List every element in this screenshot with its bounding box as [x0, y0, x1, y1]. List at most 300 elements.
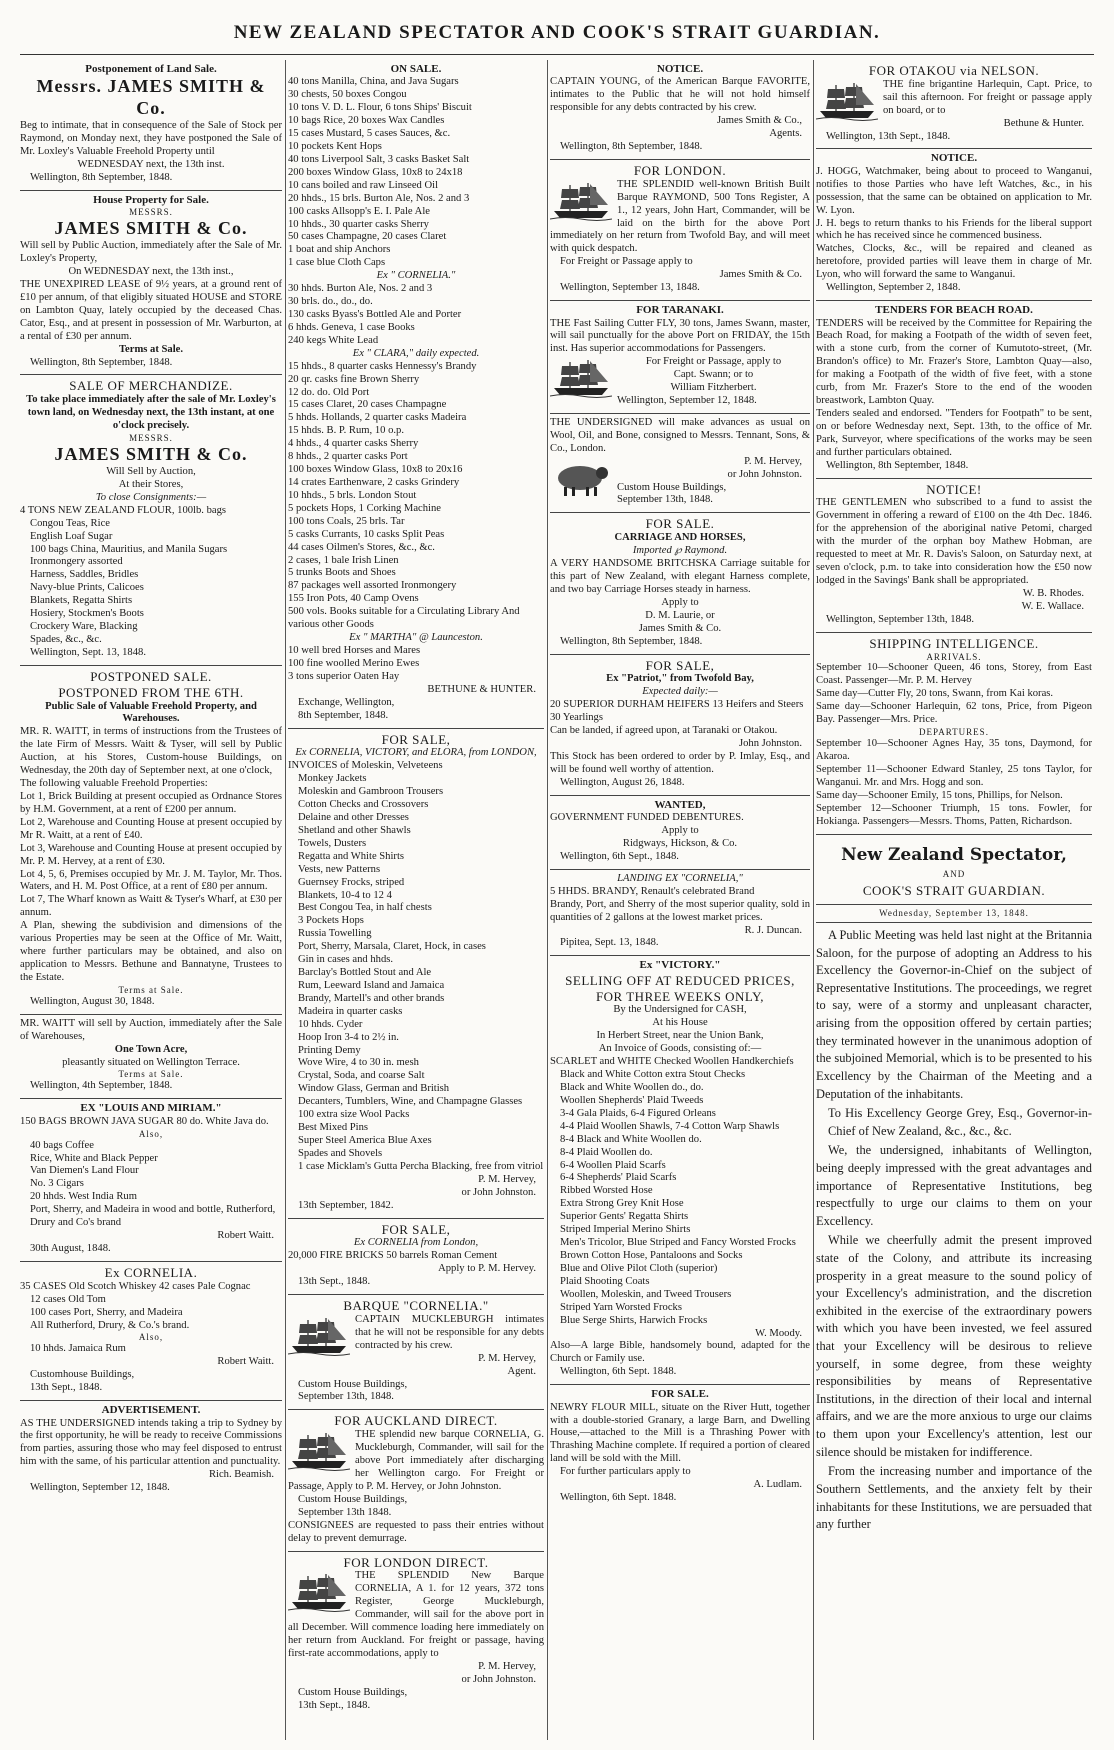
- advertisement-text: 100 bags China, Mauritius, and Manila Sugars: [30, 543, 228, 555]
- advertisement-text: Guernsey Frocks, striped: [298, 876, 405, 888]
- advertisement-text: 10 well bred Horses and Mares: [288, 644, 421, 656]
- advertisement-text: Harness, Saddles, Bridles: [30, 569, 139, 581]
- newspaper-masthead: NEW ZEALAND SPECTATOR AND COOK'S STRAIT GUARDIAN.: [233, 22, 881, 43]
- advertisement-text: 87 packages well assorted Ironmongery: [288, 580, 457, 592]
- sailing-ship-icon: [288, 1316, 350, 1356]
- advertisement-text: 10 hhds., 30 quarter casks Sherry: [288, 218, 429, 230]
- editorial-paragraph: To His Excellency George Grey, Esq., Governor-in-Chief of New Zealand, &c., &c., &c.: [828, 1106, 1092, 1138]
- advertisement-text: Also—A large Bible, handsomely bound, adapted for the Church or Family use.: [550, 1340, 810, 1365]
- advertisement-text: THE UNDERSIGNED will make advances as usual on Wool, Oil, and Bone, consigned to Messrs. Tennant, Sons, & Co., London.: [550, 416, 810, 454]
- advertisement-text: 10 cans boiled and raw Linseed Oil: [288, 179, 439, 191]
- advertisement: [20, 1015, 282, 1100]
- advertisement-text: 8-4 Black and White Woollen do.: [560, 1133, 702, 1145]
- advertisement-text: September 11—Schooner Edward Stanley, 25 tons Taylor, for Wanganui. Mr. and Mrs. Hogg and son.: [816, 763, 1092, 788]
- advertisement-text: Ex CORNELIA from London,: [353, 1237, 479, 1249]
- advertisement-text: BETHUNE & HUNTER.: [427, 683, 536, 695]
- sailing-ship-icon: [288, 1431, 350, 1471]
- advertisement-text: Custom House Buildings,: [298, 1378, 408, 1390]
- advertisement-text: W. E. Wallace.: [1021, 600, 1084, 612]
- advertisement-text: Navy-blue Prints, Calicoes: [30, 582, 144, 594]
- advertisement-text: Woollen, Moleskin, and Tweed Trousers: [560, 1288, 732, 1300]
- advertisement-text: CAPTAIN MUCKLEBURGH intimates that he will not be responsible for any debts contracted by his crew.: [355, 1313, 544, 1351]
- advertisement-text: LANDING EX "CORNELIA,": [617, 872, 743, 884]
- advertisement-text: 10 hhds. Cyder: [298, 1018, 363, 1030]
- advertisement-text: Window Glass, German and British: [298, 1083, 450, 1095]
- advertisement-text: Russia Towelling: [298, 928, 372, 940]
- advertisement: [20, 60, 282, 191]
- advertisement-text: MESSRS.: [129, 207, 173, 218]
- advertisement-text: or John Johnston.: [461, 1673, 536, 1685]
- advertisement-text: Same day—Schooner Harlequin, 62 tons, Price, from Pigeon Bay. Passenger—Mrs. Price.: [816, 701, 1092, 726]
- advertisement: [550, 301, 810, 414]
- editorial-and: AND: [942, 869, 966, 880]
- advertisement-text: Congou Teas, Rice: [30, 517, 110, 529]
- advertisement-text: Robert Waitt.: [217, 1356, 274, 1368]
- advertisement-text: 1 case blue Cloth Caps: [288, 257, 386, 269]
- advertisement-text: Wellington, September 13, 1848.: [560, 282, 700, 294]
- advertisement-text: Wellington, 8th September, 1848.: [30, 356, 173, 368]
- advertisement-text: Messrs. JAMES SMITH & Co.: [36, 76, 266, 119]
- advertisement-text: pleasantly situated on Wellington Terrace.: [62, 1056, 240, 1068]
- advertisement-text: 5 HHDS. BRANDY, Renault's celebrated Brand: [550, 885, 755, 897]
- advertisement-text: AS THE UNDERSIGNED intends taking a trip to Sydney by the first opportunity, he will be ready to receive Commissions from parties, assuring those who may feel disposed to entrust him with the same, of his particular attention and punctuality.: [20, 1417, 282, 1468]
- advertisement-text: Expected daily:—: [642, 686, 718, 698]
- advertisement-text: D. M. Laurie, or: [645, 609, 715, 621]
- advertisement: [288, 1410, 544, 1551]
- advertisement-text: Best Congou Tea, in half chests: [298, 902, 432, 914]
- advertisement-text: At their Stores,: [118, 478, 184, 490]
- masthead-rule: [20, 54, 1094, 55]
- advertisement-text: Beg to intimate, that in consequence of the Sale of Stock per Raymond, on Monday next, they have postponed the Sale of Mr. Loxley's Valuable Freehold Property until: [20, 120, 282, 158]
- advertisement-text: Wellington, 8th September, 1848.: [30, 172, 173, 183]
- advertisement-text: September 13th 1848.: [298, 1506, 392, 1518]
- advertisement-text: Lot 4, 5, 6, Premises occupied by Mr. J. M. Taylor, Mr. Thos. Waters, and H. M. Post Office, at a rent of £80 per annum.: [20, 868, 282, 893]
- advertisement-text: 3-4 Gala Plaids, 6-4 Figured Orleans: [560, 1107, 716, 1119]
- advertisement-text: 30 brls. do., do., do.: [288, 296, 373, 308]
- advertisement-text: SALE OF MERCHANDIZE.: [69, 378, 233, 394]
- advertisement-text: Wellington, September 2, 1848.: [826, 282, 961, 294]
- advertisement-text: J. HOGG, Watchmaker, being about to proceed to Wanganui, notifies to those Parties who have left Watches, &c., in his possession, that the same can be obtained on application to Mr. W. Lyon.: [816, 165, 1092, 216]
- advertisement-text: For Freight or Passage apply to: [560, 256, 693, 268]
- column-4: [816, 60, 1092, 1740]
- advertisement-text: 6-4 Woollen Plaid Scarfs: [560, 1159, 666, 1171]
- advertisement-text: 13th Sept., 1848.: [30, 1382, 103, 1394]
- advertisement-text: TENDERS will be received by the Committee for Repairing the Beach Road, for making a Footpath of the width of seven feet, with a stone curb, from the corner of Kumutoto-street, (Mr. Brandon's office) to Mr. Frazer's Store, Lambton Quay—also, for making a Footpath of the width of five feet, with a stone curb, from Mr. Frazer's Store to the end of the wooden breastwork, Lambton Quay.: [816, 317, 1092, 407]
- advertisement-text: Imported ℘ Raymond.: [632, 545, 728, 557]
- advertisement-heading: ADVERTISEMENT.: [101, 1404, 201, 1417]
- advertisement-text: 500 vols. Books suitable for a Circulating Library And various other Goods: [288, 606, 520, 631]
- advertisement-text: Bethune & Hunter.: [1003, 117, 1084, 129]
- advertisement-heading: Postponement of Land Sale.: [85, 63, 217, 75]
- advertisement-text: Madeira in quarter casks: [298, 1005, 403, 1017]
- advertisement-text: Same day—Cutter Fly, 20 tons, Swann, from Kai koras.: [816, 688, 1054, 700]
- advertisement-text: Custom House Buildings,: [298, 1493, 408, 1505]
- advertisement-text: 20,000 FIRE BRICKS 50 barrels Roman Cement: [288, 1250, 498, 1262]
- column-1: [20, 60, 282, 1740]
- advertisement: [550, 414, 810, 513]
- advertisement-text: 10 bags Rice, 20 boxes Wax Candles: [288, 115, 445, 127]
- advertisement-text: W. Moody.: [755, 1327, 802, 1339]
- advertisement-text: Capt. Swann; or to: [673, 369, 754, 381]
- advertisement-heading: House Property for Sale.: [93, 193, 209, 206]
- advertisement-text: 20 hhds., 15 brls. Burton Ale, Nos. 2 and 3: [288, 192, 470, 204]
- advertisement-text: THE SPLENDID New Barque CORNELIA, A 1. for 12 years, 372 tons Register, George Muckleburgh, Commander, will sail for the above port in all December. Will commence loading here immediately on her return from Auckland. For freight or passage, having first-rate accommodations, apply to: [288, 1570, 544, 1659]
- advertisement-text: 10 hhds., 5 brls. London Stout: [288, 489, 417, 501]
- advertisement-text: Wellington, 13th Sept., 1848.: [826, 130, 951, 142]
- advertisement-text: Terms at Sale.: [118, 343, 184, 355]
- advertisement-text: POSTPONED SALE.: [90, 668, 212, 684]
- advertisement-heading: EX "LOUIS AND MIRIAM.": [80, 1102, 222, 1115]
- advertisement-text: Wellington, Sept. 13, 1848.: [30, 646, 146, 658]
- advertisement-text: 100 casks Allsopp's E. I. Pale Ale: [288, 205, 430, 217]
- advertisement-text: Wove Wire, 4 to 30 in. mesh: [298, 1057, 419, 1069]
- advertisement-text: 240 kegs White Lead: [288, 334, 379, 346]
- column-divider: [285, 60, 286, 1740]
- advertisement-text: NOTICE!: [926, 481, 982, 497]
- advertisement-text: Wellington, August 30, 1848.: [30, 995, 155, 1007]
- advertisement-text: For further particulars apply to: [560, 1466, 691, 1478]
- advertisement-text: 5 hhds. Hollands, 2 quarter casks Madeira: [288, 412, 467, 424]
- advertisement-text: Lot 3, Warehouse and Counting House at present occupied by Mr. P. M. Hervey, at a rent of £30.: [20, 842, 282, 867]
- advertisement-text: 13th September, 1842.: [298, 1199, 394, 1211]
- advertisement-text: Brandy, Port, and Sherry of the most superior quality, sold in quantities of 2 gallons at the lowest market prices.: [550, 898, 810, 923]
- advertisement-heading: ON SALE.: [390, 63, 442, 75]
- editorial-paper-title: New Zealand Spectator,: [841, 844, 1067, 865]
- advertisement-text: Superior Gents' Regatta Shirts: [560, 1211, 689, 1223]
- advertisement-text: ARRIVALS.: [926, 651, 982, 662]
- advertisement-text: Ironmongery assorted: [30, 556, 123, 568]
- advertisement-text: Apply to: [661, 825, 699, 837]
- advertisement-text: Tenders sealed and endorsed. "Tenders for Footpath" to be sent, on or before Wednesday next, Sept. 13th, to the office of Mr. Park, Surveyor, where specifications of the works may be seen and further particulars obtained.: [816, 407, 1092, 458]
- advertisement-text: Wellington, September 12, 1848.: [617, 395, 757, 407]
- advertisement-text: 5 trunks Boots and Shoes: [288, 567, 396, 579]
- advertisement-text: Blankets, 10-4 to 12 4: [298, 889, 392, 901]
- advertisement-text: 5 casks Currants, 10 casks Split Peas: [288, 528, 445, 540]
- advertisement-text: 15 hhds., 8 quarter casks Hennessy's Brandy: [288, 360, 477, 372]
- advertisement-text: By the Undersigned for CASH,: [613, 1004, 747, 1016]
- advertisement-text: 40 tons Liverpool Salt, 3 casks Basket Salt: [288, 153, 470, 165]
- advertisement: [816, 479, 1092, 633]
- advertisement-text: Crockery Ware, Blacking: [30, 621, 138, 633]
- advertisement-text: INVOICES of Moleskin, Velveteens: [288, 760, 443, 772]
- advertisement-text: Custom House Buildings,: [298, 1686, 408, 1698]
- sailing-ship-icon: [550, 181, 612, 221]
- advertisement-text: Port, Sherry, and Madeira in wood and bottle, Rutherford, Drury and Co's brand: [30, 1204, 276, 1229]
- advertisement-text: 6 hhds. Geneva, 1 case Books: [288, 321, 415, 333]
- advertisement-text: Barclay's Bottled Stout and Ale: [298, 967, 432, 979]
- advertisement: [816, 60, 1092, 149]
- advertisement-text: Exchange, Wellington,: [298, 696, 395, 708]
- advertisement-text: Port, Sherry, Marsala, Claret, Hock, in cases: [298, 941, 486, 953]
- advertisement: [20, 1401, 282, 1500]
- advertisement-text: To take place immediately after the sale of Mr. Loxley's town land, on Wednesday next, the 13th instant, at one o'clock precisely.: [26, 394, 276, 432]
- advertisement-text: Extra Strong Grey Knit Hose: [560, 1198, 684, 1210]
- advertisement-text: Agent.: [507, 1365, 536, 1377]
- advertisement-text: Wellington, September 12, 1848.: [30, 1482, 170, 1494]
- advertisement-text: GOVERNMENT FUNDED DEBENTURES.: [550, 812, 744, 824]
- advertisement-text: 15 cases Mustard, 5 cases Sauces, &c.: [288, 128, 451, 140]
- advertisement-text: SELLING OFF AT REDUCED PRICES, FOR THREE WEEKS ONLY,: [565, 972, 795, 1004]
- advertisement-text: James Smith & Co.: [719, 269, 802, 281]
- advertisement-text: 35 CASES Old Scotch Whiskey 42 cases Pale Cognac: [20, 1280, 251, 1292]
- advertisement: [288, 729, 544, 1219]
- editorial-subtitle: COOK'S STRAIT GUARDIAN.: [862, 883, 1046, 899]
- advertisement-text: September 12—Schooner Triumph, 15 tons. Fowler, for Hokianga. Passengers—Messrs. Thoms, Patten, Richardson.: [816, 802, 1092, 827]
- advertisement-text: No. 3 Cigars: [30, 1178, 84, 1190]
- advertisement-text: MR. WAITT will sell by Auction, immediately after the Sale of Warehouses,: [20, 1017, 282, 1042]
- advertisement-text: 10 tons V. D. L. Flour, 6 tons Ships' Biscuit: [288, 102, 472, 114]
- advertisement-text: Cotton Checks and Crossovers: [298, 799, 429, 811]
- advertisement-text: 14 crates Earthenware, 2 casks Grindery: [288, 476, 460, 488]
- advertisement-heading: NOTICE.: [656, 63, 704, 75]
- column-2: [288, 60, 544, 1740]
- advertisement-heading: Ex "VICTORY.": [639, 959, 721, 972]
- advertisement-text: CAPTAIN YOUNG, of the American Barque FAVORITE, intimates to the Public that he will not hold himself responsible for any debts contracted by his crew.: [550, 76, 810, 114]
- advertisement-text: 155 Iron Pots, 40 Camp Ovens: [288, 593, 419, 605]
- advertisement-text: Lot 2, Warehouse and Counting House at present occupied by Mr R. Waitt, at a rent of £40.: [20, 816, 282, 841]
- advertisement-text: Decanters, Tumblers, Wine, and Champagne Glasses: [298, 1096, 523, 1108]
- advertisement-text: Spades, &c., &c.: [30, 634, 102, 645]
- advertisement-text: Best Mixed Pins: [298, 1122, 369, 1134]
- advertisement-text: September 10—Schooner Queen, 46 tons, Storey, from East Coast. Passenger—Mr. P. M. Hervey: [816, 662, 1092, 687]
- advertisement-text: Brown Cotton Hose, Pantaloons and Socks: [560, 1249, 743, 1261]
- advertisement-text: Will Sell by Auction,: [106, 466, 196, 478]
- advertisement-text: In Herbert Street, near the Union Bank,: [596, 1030, 764, 1042]
- advertisement-text: MR. R. WAITT, in terms of instructions from the Trustees of the late Firm of Messrs. Waitt & Tyser, will sell by Public Auction, at his Stores, Custom-house Buildings, on Wednesday, the 20th day of September next, at one o'clock,: [20, 726, 282, 777]
- advertisement-text: Blankets, Regatta Shirts: [30, 595, 133, 607]
- advertisement-text: Wellington, 6th Sept., 1848.: [560, 850, 679, 862]
- advertisement-text: Rum, Leeward Island and Jamaica: [298, 979, 445, 991]
- advertisement-text: FOR AUCKLAND DIRECT.: [334, 1413, 498, 1429]
- advertisement-text: 130 casks Byass's Bottled Ale and Porter: [288, 309, 462, 320]
- advertisement-text: Hoop Iron 3-4 to 2½ in.: [298, 1031, 399, 1043]
- ram-icon: [550, 458, 612, 498]
- advertisement-text: 100 boxes Window Glass, 10x8 to 20x16: [288, 464, 463, 476]
- advertisement-text: Agents.: [769, 128, 802, 140]
- advertisement-text: Ribbed Worsted Hose: [560, 1185, 653, 1197]
- advertisement-text: FOR SALE.: [645, 516, 715, 532]
- advertisement-text: Wellington, 8th September, 1848.: [560, 141, 703, 153]
- advertisement-heading: FOR TARANAKI.: [636, 304, 724, 317]
- advertisement-heading: TENDERS FOR BEACH ROAD.: [875, 304, 1033, 317]
- advertisement-text: P. M. Hervey,: [478, 1173, 536, 1185]
- advertisement-text: Pipitea, Sept. 13, 1848.: [560, 937, 659, 949]
- advertisement-text: Crystal, Soda, and coarse Salt: [298, 1070, 425, 1082]
- advertisement-text: 20 hhds. West India Rum: [30, 1191, 137, 1203]
- advertisement: [288, 1552, 544, 1718]
- advertisement-text: September 13th, 1848.: [298, 1391, 394, 1403]
- advertisement-text: 12 do. do. Old Port: [288, 386, 370, 398]
- advertisement-text: FOR LONDON.: [633, 162, 727, 178]
- advertisement-text: DEPARTURES.: [919, 727, 989, 738]
- advertisement-text: September 10—Schooner Agnes Hay, 35 tons, Daymond, for Akaroa.: [816, 738, 1092, 762]
- advertisement-text: 40 tons Manilla, China, and Java Sugars: [288, 76, 459, 88]
- advertisement-text: P. M. Hervey,: [744, 455, 802, 467]
- advertisement-text: R. J. Duncan.: [744, 924, 802, 936]
- advertisement-text: For Freight or Passage, apply to: [645, 356, 782, 368]
- advertisement-text: JAMES SMITH & Co.: [54, 218, 248, 239]
- advertisement-text: Woollen Shepherds' Plaid Tweeds: [560, 1094, 704, 1106]
- advertisement-text: Black and White Cotton extra Stout Checks: [560, 1069, 746, 1081]
- advertisement-text: FOR SALE,: [645, 657, 715, 673]
- advertisement-text: 1 case Micklam's Gutta Percha Blacking, free from vitriol: [298, 1160, 544, 1172]
- advertisement-text: Gin in cases and hhds.: [298, 954, 394, 966]
- advertisement-text: FOR SALE,: [381, 731, 451, 747]
- sailing-ship-icon: [550, 358, 612, 398]
- advertisement-text: Ex CORNELIA.: [104, 1264, 198, 1280]
- column-3: [550, 60, 810, 1740]
- advertisement-text: Rich. Beamish.: [208, 1469, 274, 1481]
- advertisement-text: Striped Yarn Worsted Frocks: [560, 1301, 682, 1313]
- advertisement-text: 8 hhds., 2 quarter casks Port: [288, 451, 408, 463]
- advertisement-text: P. M. Hervey,: [478, 1352, 536, 1364]
- advertisement-text: Terms at Sale.: [118, 984, 184, 995]
- advertisement-text: Rice, White and Black Pepper: [30, 1152, 158, 1164]
- advertisement-text: 15 hhds. B. P. Rum, 10 o.p.: [288, 425, 404, 437]
- advertisement-text: 44 cases Oilmen's Stores, &c., &c.: [288, 541, 435, 553]
- advertisement: [550, 1385, 810, 1510]
- advertisement: [20, 375, 282, 665]
- advertisement-text: Wellington, 6th Sept. 1848.: [560, 1492, 677, 1504]
- advertisement-text: A VERY HANDSOME BRITCHSKA Carriage suitable for this part of New Zealand, with elegant Harness complete, and two bay Carriage Horses steady in harness.: [550, 558, 810, 595]
- advertisement-text: Monkey Jackets: [298, 773, 367, 785]
- column-divider: [547, 60, 548, 1740]
- advertisement-text: This Stock has been ordered to order by P. Imlay, Esq., and will be found well worthy of attention.: [550, 750, 810, 775]
- advertisement-text: CARRIAGE AND HORSES,: [614, 532, 746, 544]
- advertisement-text: Lot 7, The Wharf known as Waitt & Tyser's Wharf, at £30 per annum.: [20, 894, 282, 919]
- advertisement-text: 50 cases Champagne, 20 cases Claret: [288, 231, 447, 243]
- advertisement-text: Watches, Clocks, &c., will be repaired and cleaned as heretofore, provided parties will leave them in charge of Mr. Lyon, who will forward the same to Wanganui.: [816, 243, 1092, 281]
- advertisement-text: or John Johnston.: [727, 468, 802, 480]
- advertisement-text: 15 cases Claret, 20 cases Champagne: [288, 399, 447, 411]
- advertisement-text: Van Diemen's Land Flour: [30, 1165, 139, 1177]
- advertisement-text: FOR OTAKOU via NELSON.: [868, 63, 1040, 78]
- advertisement: [550, 60, 810, 160]
- advertisement: [20, 1099, 282, 1262]
- advertisement-text: Striped Imperial Merino Shirts: [560, 1224, 691, 1236]
- advertisement-text: James Smith & Co.: [638, 622, 722, 634]
- advertisement-text: JAMES SMITH & Co.: [54, 444, 248, 465]
- advertisement-text: 100 fine woolled Merino Ewes: [288, 657, 420, 669]
- advertisement-text: Delaine and other Dresses: [298, 811, 409, 823]
- advertisement-text: The following valuable Freehold Properties:: [20, 778, 208, 790]
- advertisement-text: THE UNEXPIRED LEASE of 9½ years, at a ground rent of £10 per annum, of that eligibly situated HOUSE and STORE on Lambton Quay, lately occupied by the deceased Chas. Cator, Esq., and at present in possession of Mr. Warburton, at a rental of £30 per annum.: [20, 279, 282, 342]
- advertisement-text: 13th Sept., 1848.: [298, 1276, 371, 1288]
- advertisement-text: 150 BAGS BROWN JAVA SUGAR 80 do. White Java do.: [20, 1115, 269, 1127]
- advertisement-text: 8th September, 1848.: [298, 709, 389, 721]
- editorial-section: [816, 834, 1092, 1534]
- advertisement-text: Brandy, Martell's and other brands: [298, 992, 445, 1004]
- advertisement-text: Shetland and other Shawls: [298, 824, 411, 836]
- advertisement-text: Wellington, 8th September, 1848.: [826, 459, 969, 471]
- advertisement-text: MESSRS.: [129, 433, 173, 444]
- advertisement-text: To close Consignments:—: [95, 491, 207, 503]
- column-divider: [813, 60, 814, 1740]
- advertisement-text: All Rutherford, Drury, & Co.'s brand.: [30, 1319, 190, 1331]
- advertisement-text: THE fine brigantine Harlequin, Capt. Price, to sail this afternoon. For freight or passage apply on board, or to: [883, 78, 1092, 116]
- advertisement-text: A Plan, shewing the subdivision and dimensions of the various Properties may be seen at the Office of Mr. Waitt, where further particulars may be obtained, and also on application to Messrs. Bethune and Bannatyne, Trustees to the Estate.: [20, 920, 282, 983]
- advertisement-text: or John Johnston.: [461, 1186, 536, 1198]
- advertisement-text: Hosiery, Stockmen's Boots: [30, 608, 144, 620]
- advertisement-text: Black and White Woollen do., do.: [560, 1082, 704, 1093]
- advertisement-text: 100 tons Coals, 25 brls. Tar: [288, 515, 405, 527]
- advertisement-text: BARQUE "CORNELIA.": [343, 1298, 489, 1314]
- advertisement-text: 4 hhds., 4 quarter casks Sherry: [288, 438, 419, 450]
- advertisement-text: On WEDNESDAY next, the 13th inst.,: [68, 266, 234, 278]
- advertisement-text: 6-4 Shepherds' Plaid Scarfs: [560, 1172, 677, 1184]
- advertisement-text: 200 boxes Window Glass, 10x8 to 24x18: [288, 166, 463, 178]
- advertisement-text: Printing Demy: [298, 1044, 361, 1056]
- advertisement: [816, 149, 1092, 301]
- advertisement-text: 30 chests, 50 boxes Congou: [288, 89, 407, 101]
- advertisement-text: J. H. begs to return thanks to his Friends for the liberal support which he has received since he commenced business.: [816, 217, 1092, 242]
- advertisement-text: Ex " MARTHA" @ Launceston.: [349, 632, 483, 644]
- advertisement-text: 100 cases Port, Sherry, and Madeira: [30, 1306, 183, 1318]
- advertisement-text: Ridgways, Hickson, & Co.: [622, 837, 738, 849]
- advertisement-text: 100 extra size Wool Packs: [298, 1109, 410, 1121]
- advertisement: [288, 1219, 544, 1296]
- advertisement-text: Spades and Shovels: [298, 1147, 383, 1159]
- advertisement-text: James Smith & Co.,: [716, 115, 802, 127]
- advertisement-text: A. Ludlam.: [753, 1479, 802, 1491]
- advertisement-text: Robert Waitt.: [217, 1230, 274, 1242]
- editorial-paragraph: A Public Meeting was held last night at the Britannia Saloon, for the purpose of adopting an Address to his Excellency the Governor-in-Chief on the subject of Representative Institutions. The proceedings, we regret to say, were of a stormy and unpleasant character, arising from the opposition offered by certain parties; they terminated however in the unanimous adoption of the subjoined Memorial, which is to be presented to his Excellency by the Chairman of the Meeting and a Deputation of the inhabitants.: [816, 928, 1092, 1101]
- advertisement-text: William Fitzherbert.: [670, 382, 757, 394]
- advertisement-text: An Invoice of Goods, consisting of:—: [598, 1043, 762, 1055]
- advertisement-text: Will sell by Public Auction, immediately after the Sale of Mr. Loxley's Property,: [20, 240, 282, 265]
- advertisement-text: THE GENTLEMEN who subscribed to a fund to assist the Government in offering a reward of £100 on the 4th Dec. 1846. for the apprehension of the aboriginal native Petomi, charged with the murder of the orphan boy Mathew Hobman, are requested to meet at Mr. R. Davis's Saloon, on Saturday next, at seven o'clock, p.m. to take into consideration how the £50 now lodged in the Savings' Bank shall be appropriated.: [816, 497, 1092, 586]
- advertisement-text: 13th Sept., 1848.: [298, 1699, 371, 1711]
- advertisement: [20, 191, 282, 376]
- advertisement-text: THE SPLENDID well-known British Built Barque RAYMOND, 500 Tons Register, A 1., 12 years, John Hart, Commander, will be laid on the birth for the above Port immediately on her return from Twofold Bay, and will meet with quick despatch.: [550, 178, 810, 255]
- advertisement: [550, 513, 810, 654]
- editorial-paragraph: We, the undersigned, inhabitants of Wellington, being deeply impressed with the great advantages and importance of Representative Institutions, beg respectfully to urge our claims to them on your Excellency.: [816, 1143, 1092, 1228]
- advertisement-text: Apply to P. M. Hervey.: [438, 1263, 536, 1275]
- advertisement-text: Wellington, September 13th, 1848.: [826, 613, 975, 625]
- advertisement-text: SCARLET and WHITE Checked Woollen Handkerchiefs: [550, 1056, 794, 1068]
- editorial-date: Wednesday, September 13, 1848.: [816, 904, 1092, 923]
- advertisement-text: Wellington, 8th September, 1848.: [560, 635, 703, 647]
- advertisement-heading: FOR SALE.: [651, 1388, 709, 1401]
- advertisement-text: 20 SUPERIOR DURHAM HEIFERS 13 Heifers and Steers 30 Yearlings: [550, 699, 804, 724]
- advertisement-text: 20 qr. casks fine Brown Sherry: [288, 373, 420, 385]
- advertisement-text: Also,: [138, 1332, 164, 1343]
- advertisement-text: Terms at Sale.: [118, 1069, 184, 1080]
- advertisement-text: Also,: [138, 1128, 164, 1139]
- advertisement-text: THE Fast Sailing Cutter FLY, 30 tons, James Swann, master, will sail punctually for the above Port on FRIDAY, the 15th inst. Has superior accommodations for Passengers.: [550, 317, 810, 355]
- advertisement-text: Ex CORNELIA, VICTORY, and ELORA, from LONDON,: [295, 747, 537, 759]
- advertisement-text: FOR SALE,: [381, 1221, 451, 1237]
- advertisement-text: 3 tons superior Oaten Hay: [288, 670, 400, 682]
- advertisement: [550, 956, 810, 1385]
- advertisement-heading: NOTICE.: [930, 152, 978, 165]
- advertisement-text: Super Steel America Blue Axes: [298, 1135, 432, 1147]
- advertisement: [550, 796, 810, 870]
- advertisement-text: POSTPONED FROM THE 6TH.: [58, 684, 244, 700]
- advertisement-text: Wellington, 4th September, 1848.: [30, 1080, 173, 1092]
- advertisement-text: September 13th, 1848.: [617, 494, 713, 506]
- advertisement-text: W. B. Rhodes.: [1022, 587, 1084, 599]
- advertisement-text: Wellington, August 26, 1848.: [560, 776, 685, 788]
- advertisement: [816, 633, 1092, 834]
- advertisement-text: Vests, new Patterns: [298, 863, 381, 875]
- advertisement-text: 30 hhds. Burton Ale, Nos. 2 and 3: [288, 283, 433, 295]
- advertisement-text: 8-4 Plaid Woollen do.: [560, 1146, 653, 1158]
- advertisement-text: CONSIGNEES are requested to pass their entries without delay to prevent demurrage.: [288, 1519, 544, 1544]
- advertisement-text: Ex "Patriot," from Twofold Bay,: [606, 673, 754, 685]
- advertisement: [288, 60, 544, 729]
- advertisement: [550, 655, 810, 796]
